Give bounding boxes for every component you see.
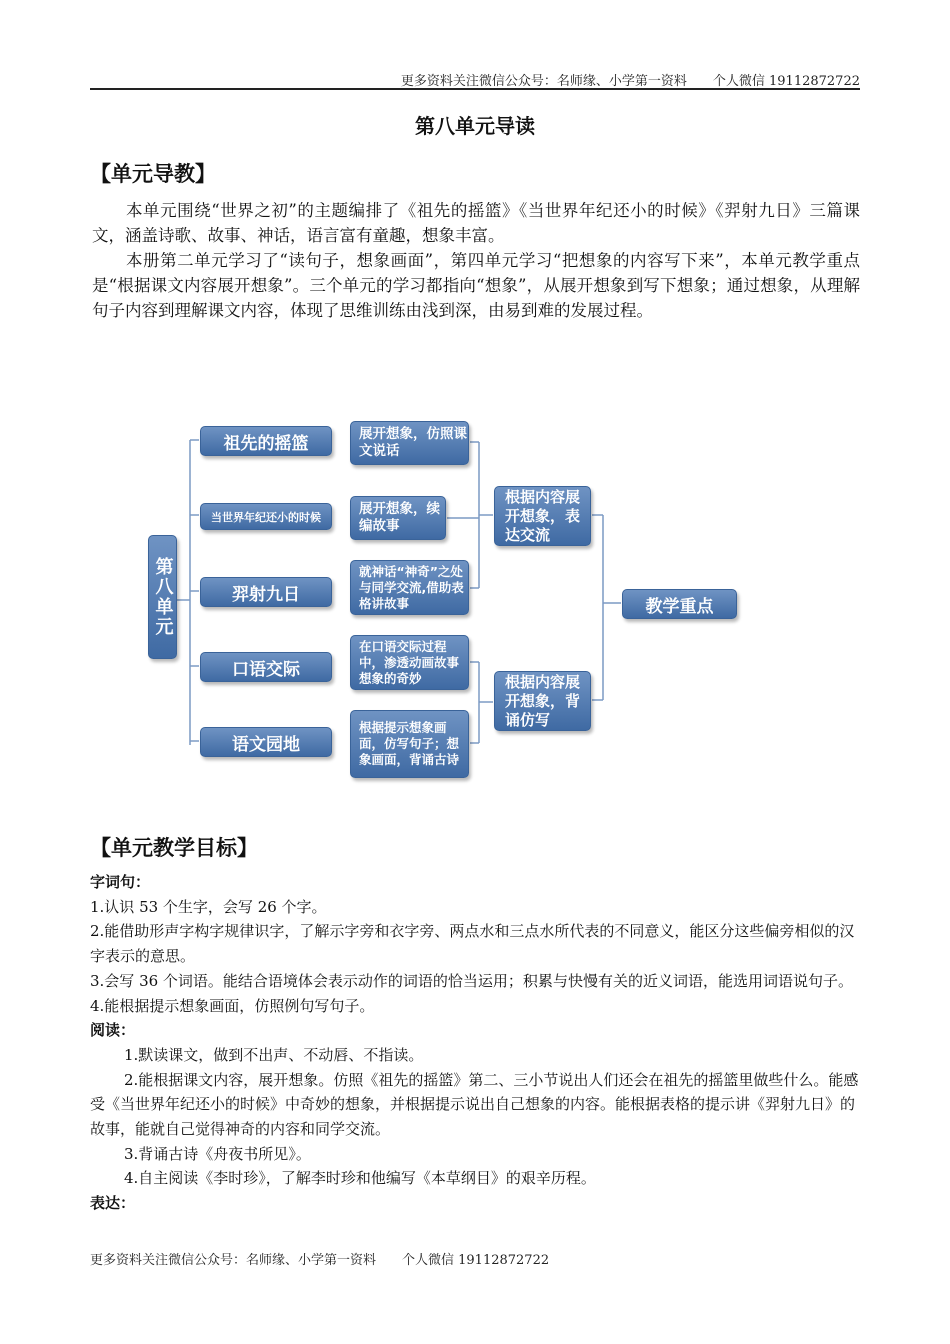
goal-box-2: 根据内容展开想象，背诵仿写	[494, 671, 591, 731]
lesson-box-zuxian: 祖先的摇篮	[200, 426, 332, 456]
lesson-box-yuanwen: 语文园地	[200, 727, 332, 757]
lesson-box-yishe: 羿射九日	[200, 577, 332, 607]
lesson-box-shijie: 当世界年纪还小的时候	[200, 503, 332, 530]
intro-heading: 【单元导教】	[90, 162, 216, 186]
action-box-2: 展开想象，续编故事	[350, 496, 446, 540]
action-box-1: 展开想象，仿照课文说话	[350, 421, 469, 465]
goal-box-1: 根据内容展开想象，表达交流	[494, 486, 591, 546]
header-divider	[90, 88, 860, 90]
words-label: 字词句：	[90, 873, 151, 891]
reading-item-3: 3.背诵古诗《舟夜书所见》。	[124, 1144, 311, 1163]
reading-item-1: 1.默读课文，做到不出声、不动唇、不指读。	[124, 1045, 424, 1064]
intro-paragraph-1: 本单元围绕“世界之初”的主题编排了《祖先的摇篮》《当世界年纪还小的时候》《羿射九日》三篇课文，涵盖诗歌、故事、神话，语言富有童趣，想象丰富。	[92, 201, 860, 245]
header-notice: 更多资料关注微信公众号：名师缘、小学第一资料 个人微信 19112872722	[400, 74, 860, 89]
unit-mind-map	[0, 360, 950, 800]
intro-paragraph-2: 本册第二单元学习了“读句子，想象画面”，第四单元学习“把想象的内容写下来”，本单元教学重点是“根据课文内容展开想象”。三个单元的学习都指向“想象”，从展开想象到写下想象；通过想象，从理解句子内容到理解课文内容，体现了思维训练由浅到深，由易到难的发展过程。	[92, 251, 860, 320]
action-box-3: 就神话“神奇”之处与同学交流,借助表格讲故事	[350, 560, 469, 615]
reading-item-2: 2.能根据课文内容，展开想象。仿照《祖先的摇篮》第二、三小节说出人们还会在祖先的摇篮里做些什么。能感受《当世界年纪还小的时候》中奇妙的想象，并根据提示说出自己想象的内容。能根据表格的提示讲《羿射九日》的故事，能就自己觉得神奇的内容和同学交流。	[90, 1070, 859, 1139]
objectives-heading: 【单元教学目标】	[90, 836, 258, 860]
footer-notice: 更多资料关注微信公众号：名师缘、小学第一资料 个人微信 19112872722	[90, 1253, 550, 1268]
words-item-4: 4.能根据提示想象画面，仿照例句写句子。	[90, 996, 375, 1015]
page-title: 第八单元导读	[415, 114, 535, 138]
mind-map-connectors	[0, 360, 950, 800]
reading-item-4: 4.自主阅读《李时珍》，了解李时珍和他编写《本草纲目》的艰辛历程。	[124, 1169, 596, 1188]
unit-box: 第八单元	[148, 535, 177, 659]
words-item-1: 1.认识 53 个生字，会写 26 个字。	[90, 897, 327, 916]
reading-label: 阅读：	[90, 1021, 136, 1040]
action-box-5: 根据提示想象画面，仿写句子；想象画面，背诵古诗	[350, 710, 469, 778]
action-box-4: 在口语交际过程中，渗透动画故事想象的奇妙	[350, 635, 469, 690]
objectives-body	[90, 870, 860, 1216]
lesson-box-kouyu: 口语交际	[200, 652, 332, 682]
words-item-3: 3.会写 36 个词语。能结合语境体会表示动作的词语的恰当运用；积累与快慢有关的近义词语，能选用词语说句子。	[90, 971, 853, 990]
expression-label: 表达：	[90, 1194, 136, 1213]
focus-box: 教学重点	[622, 589, 737, 619]
words-item-2: 2.能借助形声字构字规律识字，了解示字旁和衣字旁、两点水和三点水所代表的不同意义，能区分这些偏旁相似的汉字表示的意思。	[90, 922, 855, 966]
